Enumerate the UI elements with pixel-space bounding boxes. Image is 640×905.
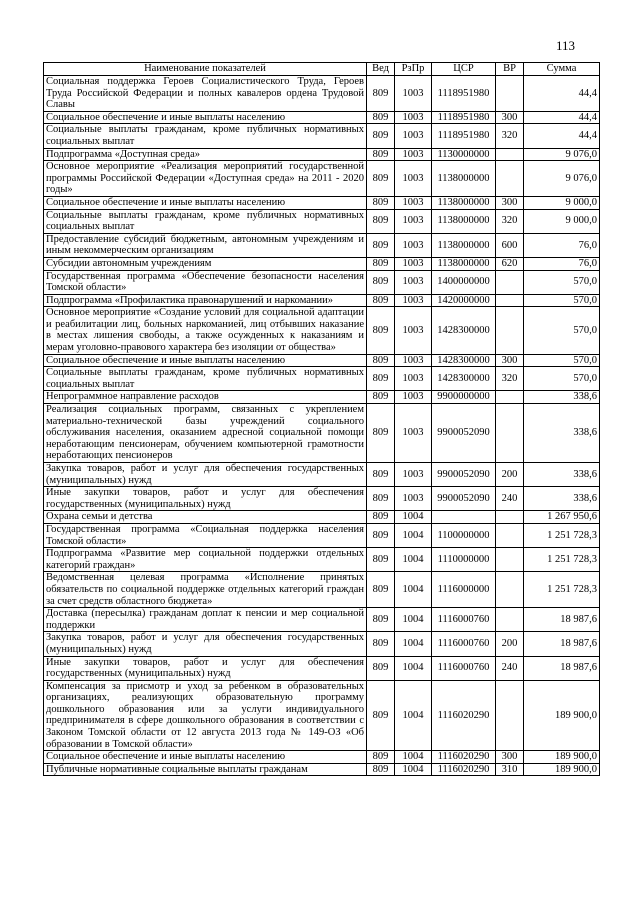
csr-cell: 9900052090 (432, 404, 496, 463)
row-name-cell: Иные закупки товаров, работ и услуг для обеспечения государственных (муниципальных) нужд (44, 487, 367, 511)
table-row (44, 270, 600, 294)
row-name-cell: Непрограммное направление расходов (44, 391, 367, 404)
vr-cell: 600 (496, 233, 524, 257)
table-row (44, 680, 600, 751)
row-name-cell: Публичные нормативные социальные выплаты гражданам (44, 763, 367, 776)
csr-cell: 1118951980 (432, 111, 496, 124)
vr-cell: 240 (496, 487, 524, 511)
table-row (44, 404, 600, 463)
table-row (44, 632, 600, 656)
csr-cell: 1116000760 (432, 632, 496, 656)
budget-table (43, 62, 600, 776)
vr-cell (496, 148, 524, 161)
sum-cell: 9 000,0 (524, 196, 600, 209)
ved-cell: 809 (367, 511, 395, 524)
rzpr-cell: 1003 (395, 233, 432, 257)
table-row (44, 608, 600, 632)
row-name-cell: Ведомственная целевая программа «Исполнение принятых обязательств по социальной поддержке отдельных категорий граждан за счет средств областного бюджета» (44, 572, 367, 608)
csr-cell: 1116020290 (432, 763, 496, 776)
csr-cell: 1116000000 (432, 572, 496, 608)
sum-cell: 338,6 (524, 391, 600, 404)
table-row (44, 354, 600, 367)
vr-cell (496, 548, 524, 572)
row-name-cell: Реализация социальных программ, связанных с укреплением материально-технической базы учреждений социального обслуживания населения, оказанием адресной социальной помощи неработающим пенсионерам, обучением компьютерной грамотности неработающих пенсионеров (44, 404, 367, 463)
ved-cell: 809 (367, 354, 395, 367)
csr-cell: 1420000000 (432, 294, 496, 307)
ved-cell: 809 (367, 233, 395, 257)
rzpr-cell: 1003 (395, 161, 432, 197)
sum-cell: 189 900,0 (524, 751, 600, 764)
csr-cell: 1428300000 (432, 354, 496, 367)
row-name-cell: Компенсация за присмотр и уход за ребенком в образовательных организациях, реализующих образовательную программу дошкольного образования или за услуги индивидуального предпринимателя в сфере дошкольного образования в соответствии с Законом Томской области от 12 августа 2013 года № 149-ОЗ «Об образовании в Томской области» (44, 680, 367, 751)
table-row (44, 161, 600, 197)
vr-cell (496, 511, 524, 524)
rzpr-cell: 1004 (395, 548, 432, 572)
sum-cell: 44,4 (524, 111, 600, 124)
table-row (44, 76, 600, 112)
csr-cell: 1116000760 (432, 608, 496, 632)
rzpr-cell: 1003 (395, 209, 432, 233)
sum-cell: 9 076,0 (524, 148, 600, 161)
row-name-cell: Основное мероприятие «Реализация мероприятий государственной программы Российской Федерации «Доступная среда» на 2011 - 2020 годы» (44, 161, 367, 197)
rzpr-cell: 1003 (395, 257, 432, 270)
row-name-cell: Государственная программа «Социальная поддержка населения Томской области» (44, 523, 367, 547)
vr-cell: 310 (496, 763, 524, 776)
vr-cell (496, 680, 524, 751)
rzpr-cell: 1003 (395, 404, 432, 463)
csr-cell: 1100000000 (432, 523, 496, 547)
header-vr: ВР (496, 63, 524, 76)
csr-cell: 1130000000 (432, 148, 496, 161)
table-row (44, 751, 600, 764)
table-row (44, 763, 600, 776)
row-name-cell: Социальное обеспечение и иные выплаты населению (44, 354, 367, 367)
rzpr-cell: 1003 (395, 124, 432, 148)
ved-cell: 809 (367, 367, 395, 391)
table-row (44, 367, 600, 391)
ved-cell: 809 (367, 632, 395, 656)
ved-cell: 809 (367, 548, 395, 572)
row-name-cell: Иные закупки товаров, работ и услуг для обеспечения государственных (муниципальных) нужд (44, 656, 367, 680)
row-name-cell: Социальное обеспечение и иные выплаты населению (44, 751, 367, 764)
sum-cell: 570,0 (524, 294, 600, 307)
row-name-cell: Подпрограмма «Развитие мер социальной поддержки отдельных категорий граждан» (44, 548, 367, 572)
rzpr-cell: 1003 (395, 391, 432, 404)
sum-cell: 18 987,6 (524, 632, 600, 656)
ved-cell: 809 (367, 76, 395, 112)
header-ved: Вед (367, 63, 395, 76)
vr-cell (496, 294, 524, 307)
row-name-cell: Закупка товаров, работ и услуг для обеспечения государственных (муниципальных) нужд (44, 463, 367, 487)
ved-cell: 809 (367, 463, 395, 487)
csr-cell: 1138000000 (432, 233, 496, 257)
rzpr-cell: 1003 (395, 487, 432, 511)
row-name-cell: Основное мероприятие «Создание условий для социальной адаптации и реабилитации лиц, больных наркоманией, лиц отбывших наказание в местах лишения свободы, а также осужденных к наказаниям и мерам уголовно-правового характера без изоляции от общества» (44, 307, 367, 354)
sum-cell: 18 987,6 (524, 608, 600, 632)
vr-cell: 320 (496, 209, 524, 233)
rzpr-cell: 1003 (395, 270, 432, 294)
sum-cell: 1 267 950,6 (524, 511, 600, 524)
csr-cell: 1118951980 (432, 76, 496, 112)
rzpr-cell: 1003 (395, 196, 432, 209)
csr-cell: 1116020290 (432, 751, 496, 764)
rzpr-cell: 1003 (395, 111, 432, 124)
ved-cell: 809 (367, 572, 395, 608)
csr-cell: 9900052090 (432, 487, 496, 511)
rzpr-cell: 1004 (395, 523, 432, 547)
vr-cell (496, 404, 524, 463)
ved-cell: 809 (367, 307, 395, 354)
ved-cell: 809 (367, 608, 395, 632)
rzpr-cell: 1003 (395, 148, 432, 161)
ved-cell: 809 (367, 257, 395, 270)
table-row (44, 209, 600, 233)
rzpr-cell: 1003 (395, 294, 432, 307)
sum-cell: 76,0 (524, 233, 600, 257)
page-number: 113 (556, 38, 576, 53)
sum-cell: 9 000,0 (524, 209, 600, 233)
vr-cell (496, 161, 524, 197)
rzpr-cell: 1004 (395, 763, 432, 776)
ved-cell: 809 (367, 751, 395, 764)
sum-cell: 570,0 (524, 367, 600, 391)
vr-cell: 320 (496, 367, 524, 391)
csr-cell: 1428300000 (432, 307, 496, 354)
vr-cell (496, 572, 524, 608)
ved-cell: 809 (367, 148, 395, 161)
table-row (44, 196, 600, 209)
vr-cell: 320 (496, 124, 524, 148)
vr-cell: 240 (496, 656, 524, 680)
rzpr-cell: 1004 (395, 511, 432, 524)
row-name-cell: Доставка (пересылка) гражданам доплат к пенсии и мер социальной поддержки (44, 608, 367, 632)
table-row (44, 463, 600, 487)
sum-cell: 570,0 (524, 307, 600, 354)
sum-cell: 338,6 (524, 404, 600, 463)
sum-cell: 570,0 (524, 354, 600, 367)
csr-cell: 9900000000 (432, 391, 496, 404)
table-row (44, 148, 600, 161)
rzpr-cell: 1004 (395, 751, 432, 764)
header-sum: Сумма (524, 63, 600, 76)
header-rzpr: РзПр (395, 63, 432, 76)
table-row (44, 257, 600, 270)
row-name-cell: Социальные выплаты гражданам, кроме публичных нормативных социальных выплат (44, 124, 367, 148)
row-name-cell: Социальное обеспечение и иные выплаты населению (44, 196, 367, 209)
sum-cell: 44,4 (524, 124, 600, 148)
ved-cell: 809 (367, 124, 395, 148)
vr-cell: 300 (496, 196, 524, 209)
sum-cell: 189 900,0 (524, 763, 600, 776)
table-row (44, 511, 600, 524)
table-row (44, 294, 600, 307)
sum-cell: 1 251 728,3 (524, 523, 600, 547)
csr-cell: 1118951980 (432, 124, 496, 148)
csr-cell: 1428300000 (432, 367, 496, 391)
rzpr-cell: 1003 (395, 76, 432, 112)
table-body (44, 76, 600, 776)
table-row (44, 233, 600, 257)
ved-cell: 809 (367, 763, 395, 776)
rzpr-cell: 1003 (395, 354, 432, 367)
ved-cell: 809 (367, 111, 395, 124)
row-name-cell: Социальная поддержка Героев Социалистического Труда, Героев Труда Российской Федерации и полных кавалеров ордена Трудовой Славы (44, 76, 367, 112)
vr-cell (496, 76, 524, 112)
vr-cell (496, 307, 524, 354)
ved-cell: 809 (367, 196, 395, 209)
rzpr-cell: 1004 (395, 632, 432, 656)
row-name-cell: Социальные выплаты гражданам, кроме публичных нормативных социальных выплат (44, 209, 367, 233)
vr-cell (496, 608, 524, 632)
csr-cell: 1116020290 (432, 680, 496, 751)
ved-cell: 809 (367, 680, 395, 751)
csr-cell: 1110000000 (432, 548, 496, 572)
csr-cell: 1138000000 (432, 257, 496, 270)
vr-cell: 620 (496, 257, 524, 270)
vr-cell: 200 (496, 632, 524, 656)
table-row (44, 487, 600, 511)
ved-cell: 809 (367, 270, 395, 294)
table-row (44, 111, 600, 124)
vr-cell: 200 (496, 463, 524, 487)
sum-cell: 189 900,0 (524, 680, 600, 751)
csr-cell: 1138000000 (432, 209, 496, 233)
rzpr-cell: 1003 (395, 463, 432, 487)
sum-cell: 9 076,0 (524, 161, 600, 197)
rzpr-cell: 1003 (395, 367, 432, 391)
ved-cell: 809 (367, 523, 395, 547)
row-name-cell: Субсидии автономным учреждениям (44, 257, 367, 270)
rzpr-cell: 1004 (395, 572, 432, 608)
csr-cell: 1138000000 (432, 196, 496, 209)
row-name-cell: Закупка товаров, работ и услуг для обеспечения государственных (муниципальных) нужд (44, 632, 367, 656)
csr-cell: 1116000760 (432, 656, 496, 680)
sum-cell: 1 251 728,3 (524, 572, 600, 608)
vr-cell (496, 391, 524, 404)
csr-cell: 1138000000 (432, 161, 496, 197)
rzpr-cell: 1004 (395, 656, 432, 680)
csr-cell: 1400000000 (432, 270, 496, 294)
ved-cell: 809 (367, 294, 395, 307)
sum-cell: 76,0 (524, 257, 600, 270)
vr-cell: 300 (496, 751, 524, 764)
row-name-cell: Социальное обеспечение и иные выплаты населению (44, 111, 367, 124)
table-row (44, 523, 600, 547)
header-csr: ЦСР (432, 63, 496, 76)
csr-cell: 9900052090 (432, 463, 496, 487)
ved-cell: 809 (367, 161, 395, 197)
table-row (44, 656, 600, 680)
table-row (44, 307, 600, 354)
table-row (44, 391, 600, 404)
rzpr-cell: 1004 (395, 680, 432, 751)
vr-cell: 300 (496, 354, 524, 367)
header-name: Наименование показателей (44, 63, 367, 76)
vr-cell: 300 (496, 111, 524, 124)
ved-cell: 809 (367, 404, 395, 463)
ved-cell: 809 (367, 656, 395, 680)
row-name-cell: Охрана семьи и детства (44, 511, 367, 524)
ved-cell: 809 (367, 391, 395, 404)
sum-cell: 338,6 (524, 487, 600, 511)
row-name-cell: Социальные выплаты гражданам, кроме публичных нормативных социальных выплат (44, 367, 367, 391)
table-row (44, 572, 600, 608)
sum-cell: 570,0 (524, 270, 600, 294)
ved-cell: 809 (367, 487, 395, 511)
ved-cell: 809 (367, 209, 395, 233)
row-name-cell: Предоставление субсидий бюджетным, автономным учреждениям и иным некоммерческим организациям (44, 233, 367, 257)
rzpr-cell: 1003 (395, 307, 432, 354)
table-row (44, 124, 600, 148)
rzpr-cell: 1004 (395, 608, 432, 632)
sum-cell: 44,4 (524, 76, 600, 112)
csr-cell (432, 511, 496, 524)
vr-cell (496, 270, 524, 294)
sum-cell: 18 987,6 (524, 656, 600, 680)
row-name-cell: Подпрограмма «Профилактика правонарушений и наркомании» (44, 294, 367, 307)
row-name-cell: Государственная программа «Обеспечение безопасности населения Томской области» (44, 270, 367, 294)
row-name-cell: Подпрограмма «Доступная среда» (44, 148, 367, 161)
sum-cell: 1 251 728,3 (524, 548, 600, 572)
header-row (44, 63, 600, 76)
table-row (44, 548, 600, 572)
vr-cell (496, 523, 524, 547)
sum-cell: 338,6 (524, 463, 600, 487)
